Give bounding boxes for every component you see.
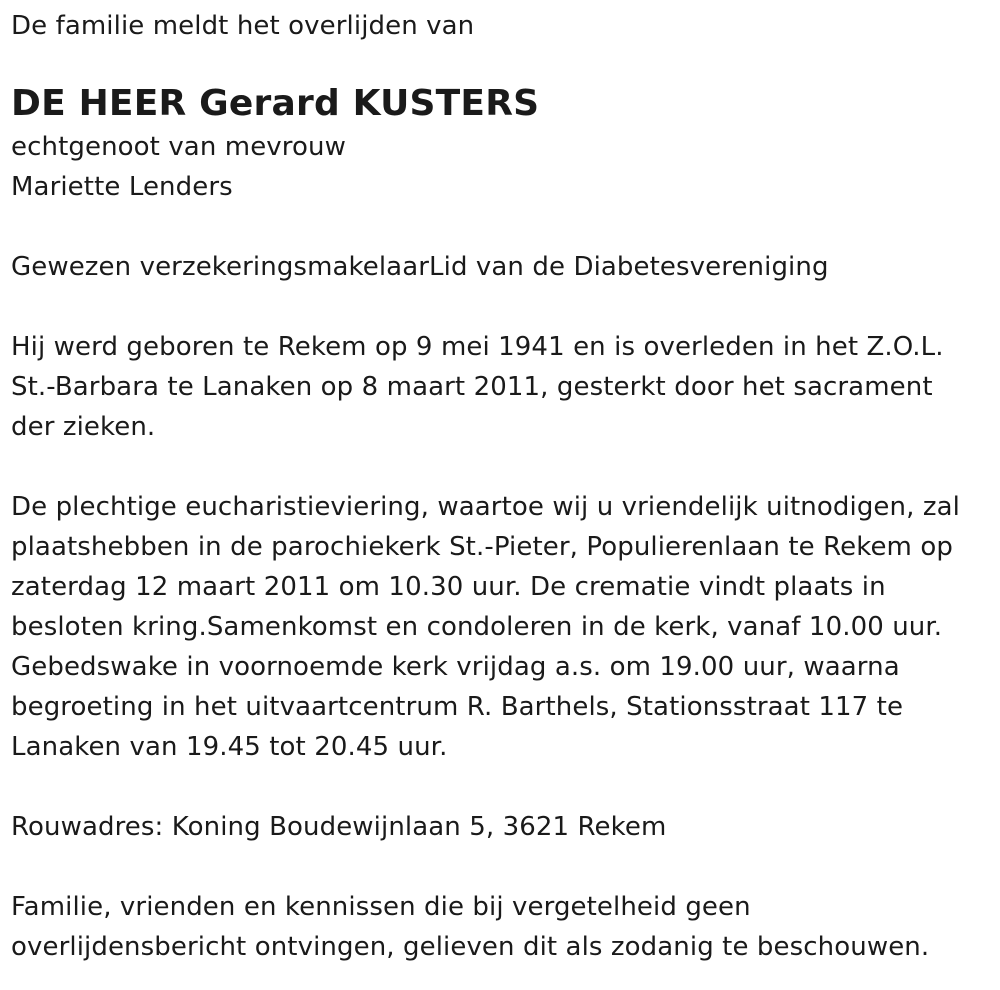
paragraph-line: overlijdensbericht ontvingen, gelieven dit als zodanig te beschouwen. xyxy=(11,932,930,962)
paragraph-line: Hij werd geboren te Rekem op 9 mei 1941 en is overleden in het Z.O.L. xyxy=(11,332,944,362)
paragraph-line: besloten kring.Samenkomst en condoleren in de kerk, vanaf 10.00 uur. xyxy=(11,612,943,642)
paragraph-line: begroeting in het uitvaartcentrum R. Barthels, Stationsstraat 117 te xyxy=(11,692,904,722)
mourning-address: Rouwadres: Koning Boudewijnlaan 5, 3621 Rekem xyxy=(11,812,667,842)
closing-paragraph xyxy=(11,887,1000,967)
paragraph-line: Familie, vrienden en kennissen die bij vergetelheid geen xyxy=(11,892,751,922)
spouse-line: echtgenoot van mevrouw xyxy=(11,132,346,162)
paragraph-line: plaatshebben in de parochiekerk St.-Pieter, Populierenlaan te Rekem op xyxy=(11,532,953,562)
paragraph-line: zaterdag 12 maart 2011 om 10.30 uur. De crematie vindt plaats in xyxy=(11,572,886,602)
occupation-block xyxy=(11,247,1000,287)
intro-text: De familie meldt het overlijden van xyxy=(11,11,475,41)
occupation-text: Gewezen verzekeringsmakelaarLid van de Diabetesvereniging xyxy=(11,252,829,282)
spouse-block xyxy=(11,127,1000,207)
birth-death-paragraph xyxy=(11,327,1000,447)
paragraph-line: Gebedswake in voornoemde kerk vrijdag a.s. om 19.00 uur, waarna xyxy=(11,652,900,682)
paragraph-line: Lanaken van 19.45 tot 20.45 uur. xyxy=(11,732,448,762)
spouse-name: Mariette Lenders xyxy=(11,172,233,202)
ceremony-paragraph xyxy=(11,487,1000,767)
address-block xyxy=(11,807,1000,847)
paragraph-line: der zieken. xyxy=(11,412,156,442)
paragraph-line: De plechtige eucharistieviering, waartoe wij u vriendelijk uitnodigen, zal xyxy=(11,492,960,522)
deceased-name: DE HEER Gerard KUSTERS xyxy=(11,83,540,124)
paragraph-line: St.-Barbara te Lanaken op 8 maart 2011, gesterkt door het sacrament xyxy=(11,372,933,402)
